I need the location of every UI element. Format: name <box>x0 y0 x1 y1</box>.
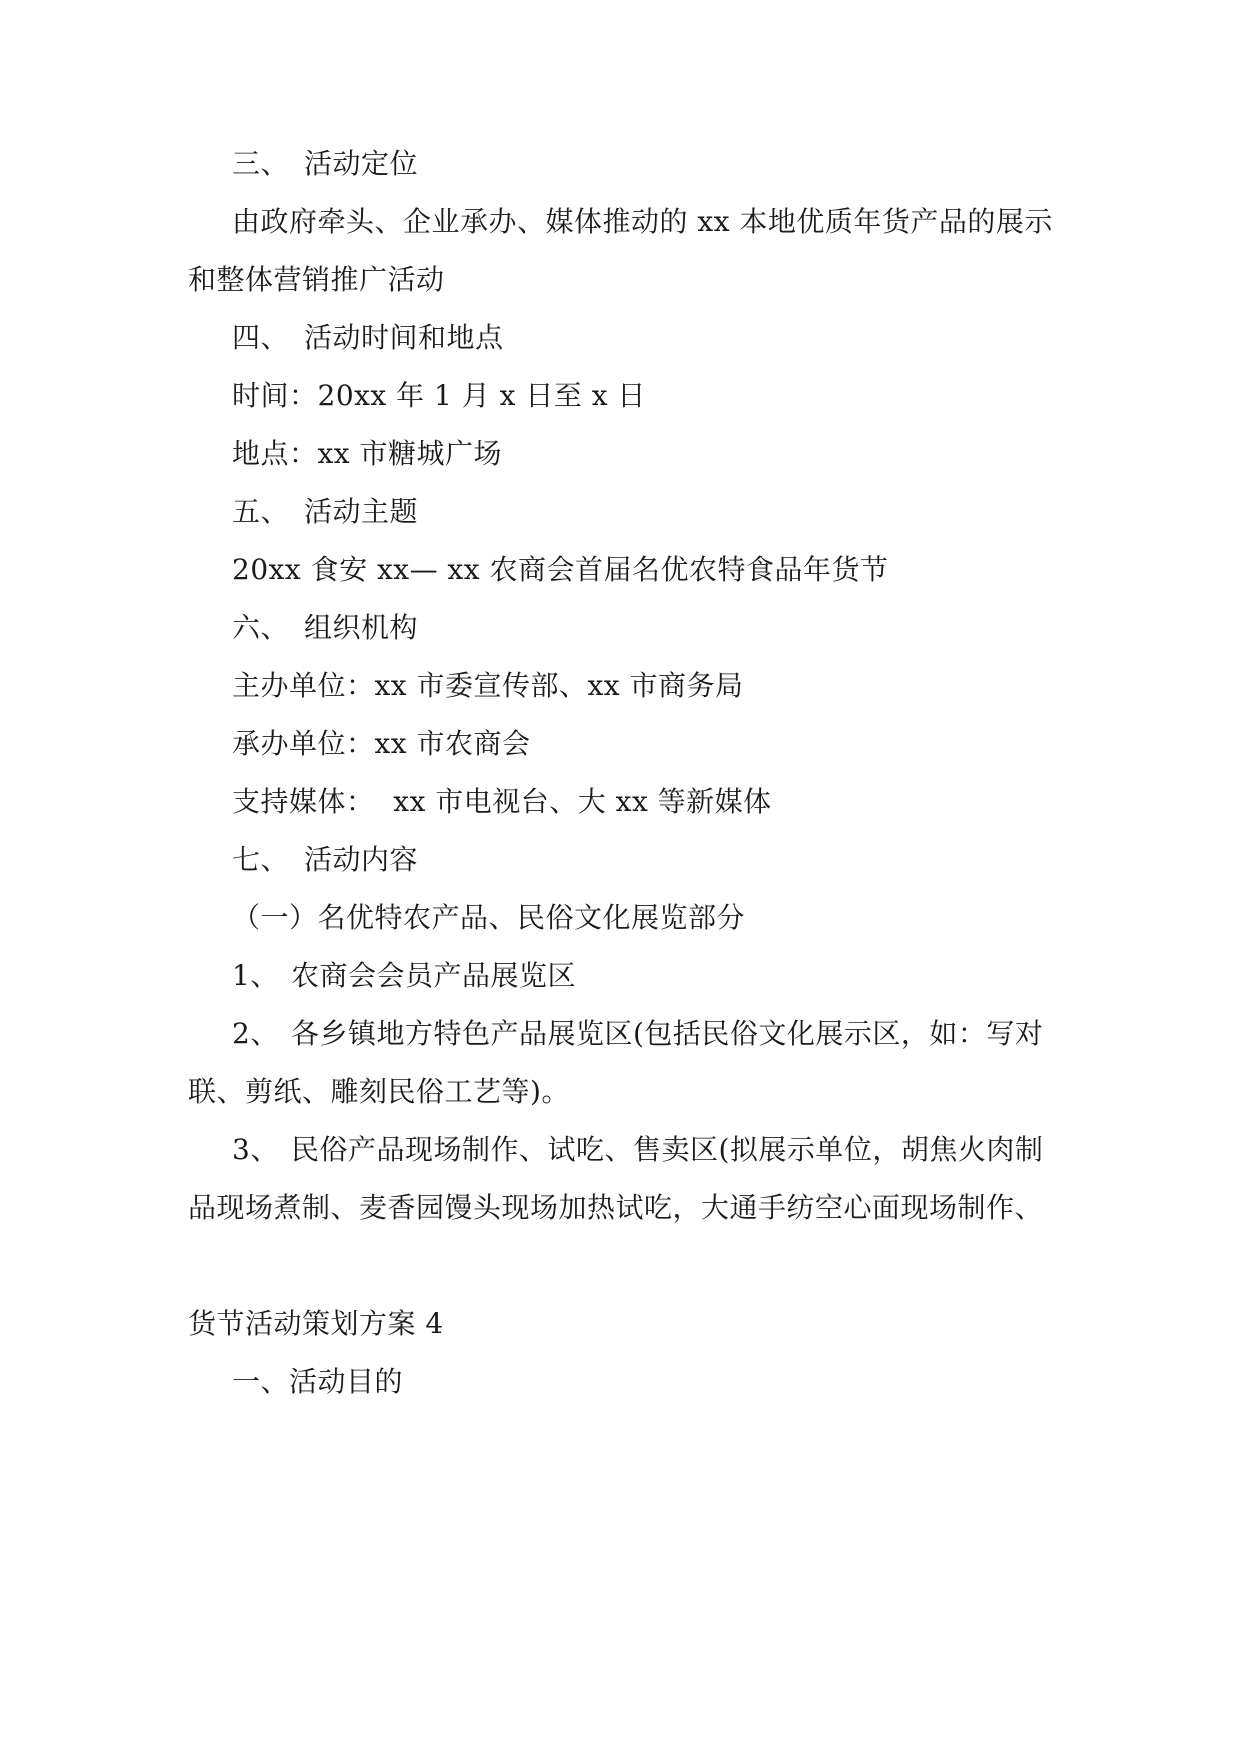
section-6-heading <box>232 608 418 648</box>
section-7-number: 七、 <box>232 843 290 876</box>
list-item-3-text: 民俗产品现场制作、试吃、售卖区(拟展示单位，胡焦火肉制 <box>291 1133 1044 1166</box>
supporting-media: 支持媒体： xx 市电视台、大 xx 等新媒体 <box>232 785 772 818</box>
next-plan-title: 货节活动策划方案 4 <box>188 1307 444 1340</box>
list-item-2-number: 2、 <box>232 1017 279 1050</box>
list-item-3 <box>232 1130 1043 1170</box>
list-item-2 <box>232 1014 1043 1054</box>
section-3-paragraph-line-2: 和整体营销推广活动 <box>188 263 445 296</box>
section-5-heading <box>232 492 418 532</box>
organizer-unit: 承办单位：xx 市农商会 <box>232 727 531 760</box>
section-3-title: 活动定位 <box>304 147 419 180</box>
list-item-1-number: 1、 <box>232 959 279 992</box>
next-plan-section-1: 一、活动目的 <box>232 1365 404 1398</box>
list-item-2-continuation: 联、剪纸、雕刻民俗工艺等)。 <box>188 1075 570 1108</box>
section-4-title: 活动时间和地点 <box>304 321 504 354</box>
list-item-3-continuation: 品现场煮制、麦香园馒头现场加热试吃，大通手纺空心面现场制作、 <box>188 1191 1044 1224</box>
section-3-number: 三、 <box>232 147 290 180</box>
section-7-title: 活动内容 <box>304 843 419 876</box>
section-6-title: 组织机构 <box>304 611 419 644</box>
section-3-paragraph-line-1: 由政府牵头、企业承办、媒体推动的 xx 本地优质年货产品的展示 <box>232 205 1053 238</box>
list-item-1 <box>232 956 576 996</box>
section-4-heading <box>232 318 504 358</box>
event-time: 时间：20xx 年 1 月 x 日至 x 日 <box>232 379 646 412</box>
list-item-3-number: 3、 <box>232 1133 279 1166</box>
section-5-number: 五、 <box>232 495 290 528</box>
section-4-number: 四、 <box>232 321 290 354</box>
section-7-heading <box>232 840 418 880</box>
subsection-1-heading: （一）名优特农产品、民俗文化展览部分 <box>232 901 746 934</box>
list-item-2-text: 各乡镇地方特色产品展览区(包括民俗文化展示区，如：写对 <box>291 1017 1044 1050</box>
section-3-heading <box>232 144 418 184</box>
section-6-number: 六、 <box>232 611 290 644</box>
list-item-1-text: 农商会会员产品展览区 <box>291 959 577 992</box>
event-theme: 20xx 食安 xx— xx 农商会首届名优农特食品年货节 <box>232 553 889 586</box>
event-place: 地点：xx 市糖城广场 <box>232 437 502 470</box>
section-5-title: 活动主题 <box>304 495 419 528</box>
host-unit: 主办单位：xx 市委宣传部、xx 市商务局 <box>232 669 744 702</box>
